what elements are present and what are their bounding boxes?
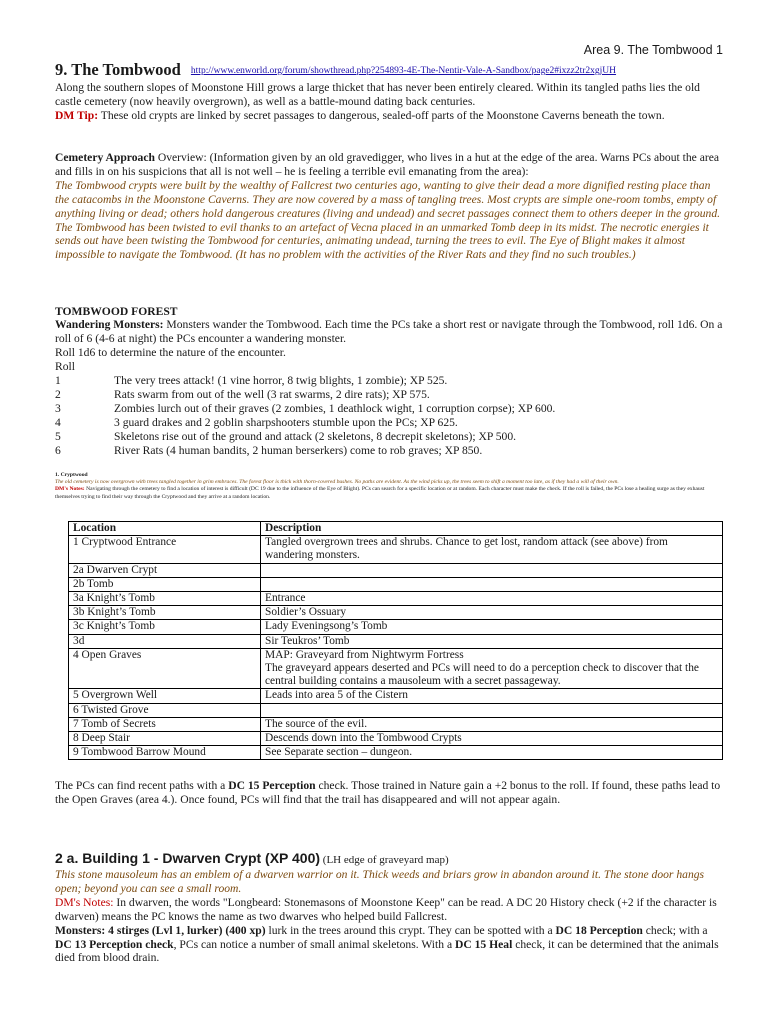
roll-result: The very trees attack! (1 vine horror, 8 twig blights, 1 zombie); XP 525. — [114, 374, 448, 387]
description-cell: Soldier’s Ossuary — [261, 606, 723, 620]
paths-dc: DC 15 Perception — [228, 779, 316, 792]
cryptwood-small-text — [55, 472, 723, 501]
page-header: Area 9. The Tombwood 1 — [583, 43, 723, 57]
monsters-dc-2: DC 13 Perception check — [55, 937, 174, 951]
table-row — [69, 703, 723, 717]
location-cell: 6 Twisted Grove — [69, 703, 261, 717]
description-cell — [261, 703, 723, 717]
description-cell: The source of the evil. — [261, 717, 723, 731]
forest-heading: TOMBWOOD FOREST — [55, 305, 178, 318]
roll-header: Roll — [55, 359, 75, 373]
description-cell: See Separate section – dungeon. — [261, 746, 723, 760]
location-cell: 1 Cryptwood Entrance — [69, 536, 261, 563]
roll-result: River Rats (4 human bandits, 2 human berserkers) come to rob graves; XP 850. — [114, 443, 483, 457]
dm-tip-label: DM Tip: — [55, 108, 99, 122]
source-link[interactable]: http://www.enworld.org/forum/showthread.php?254893-4E-The-Nentir-Vale-A-Sandbox/page2#ixzz2tr2xgjUH — [190, 66, 617, 76]
table-row — [69, 536, 723, 563]
monsters-text-4: check, it can be determined that the animals died from blood drain. — [55, 937, 719, 965]
location-cell: 7 Tomb of Secrets — [69, 717, 261, 731]
roll-number: 3 — [55, 401, 61, 415]
section-2a-body — [55, 868, 723, 965]
dm-tip-text: These old crypts are linked by secret passages to dangerous, sealed-off parts of the Moonstone Caverns beneath the town. — [98, 108, 665, 122]
table-row — [69, 606, 723, 620]
approach-read-aloud-2: The Tombwood has been twisted to evil thanks to an artefact of Vecna placed in an unmarked Tomb deep in its midst. The necrotic energies it sends out have been twisting the Tombwood for centuries, animating undead, turning the trees to evil. The Eye of Blight makes it almost impossible to navigate the Tombwood. (It has no problem with the activities of the River Rats and they find no such troubles.) — [55, 220, 709, 262]
roll-number: 2 — [55, 387, 61, 401]
location-cell: 4 Open Graves — [69, 648, 261, 689]
table-row — [69, 634, 723, 648]
roll-instruction: Roll 1d6 to determine the nature of the encounter. — [55, 345, 286, 359]
section-2a-heading — [55, 850, 449, 866]
table-header-row — [69, 522, 723, 536]
wandering-text: Monsters wander the Tombwood. Each time the PCs take a short rest or navigate through the Tombwood, roll 1d6. On a roll of 6 (4-6 at night) the PCs encounter a wandering monster. — [55, 318, 723, 345]
table-row — [69, 563, 723, 577]
table-row — [69, 648, 723, 689]
roll-row — [55, 388, 723, 402]
monsters-dc-3: DC 15 Heal — [454, 937, 513, 951]
table-row — [69, 592, 723, 606]
description-cell: Sir Teukros’ Tomb — [261, 634, 723, 648]
wandering-label: Wandering Monsters: — [55, 318, 164, 331]
location-cell: 3b Knight’s Tomb — [69, 606, 261, 620]
roll-result: 3 guard drakes and 2 goblin sharpshooters stumble upon the PCs; XP 625. — [114, 415, 458, 429]
section-2a-dm-label: DM's Notes: — [55, 895, 114, 909]
roll-result: Rats swarm from out of the well (3 rat swarms, 2 dire rats); XP 575. — [114, 387, 430, 401]
description-cell: Tangled overgrown trees and shrubs. Chance to get lost, random attack (see above) from wandering monsters. — [261, 536, 723, 563]
location-cell: 3d — [69, 634, 261, 648]
roll-number: 5 — [55, 429, 61, 443]
description-cell: Descends down into the Tombwood Crypts — [261, 732, 723, 746]
location-cell: 5 Overgrown Well — [69, 689, 261, 703]
location-cell: 8 Deep Stair — [69, 732, 261, 746]
description-cell — [261, 577, 723, 591]
roll-row — [55, 430, 723, 444]
intro-paragraph — [55, 81, 723, 123]
approach-label: Cemetery Approach — [55, 151, 155, 164]
description-cell: Lady Eveningsong’s Tomb — [261, 620, 723, 634]
table-row — [69, 620, 723, 634]
location-cell: 3c Knight’s Tomb — [69, 620, 261, 634]
description-cell: Leads into area 5 of the Cistern — [261, 689, 723, 703]
title-text: 9. The Tombwood — [55, 60, 181, 79]
paths-text-2: check. Those trained in Nature gain a +2 bonus to the roll. If found, these paths lead to the Open Graves (area 4.). Once found, PCs will find that the trail has disappeared and will not appear again. — [55, 779, 721, 806]
roll-row — [55, 402, 723, 416]
roll-result: Skeletons rise out of the ground and attack (2 skeletons, 8 decrepit skeletons); XP 500. — [114, 429, 517, 443]
description-cell: MAP: Graveyard from Nightwyrm Fortress The graveyard appears deserted and PCs will need to do a perception check to discover that the central building contains a mausoleum with a secret passageway. — [261, 648, 723, 689]
location-cell: 3a Knight’s Tomb — [69, 592, 261, 606]
monsters-text: lurk in the trees around this crypt. They can be spotted with a — [265, 923, 556, 937]
roll-number: 1 — [55, 374, 61, 387]
table-row — [69, 732, 723, 746]
paths-paragraph — [55, 779, 723, 807]
table-row — [69, 689, 723, 703]
monsters-label: Monsters — [55, 923, 102, 937]
location-cell: 2b Tomb — [69, 577, 261, 591]
description-cell — [261, 563, 723, 577]
roll-number: 6 — [55, 443, 61, 457]
section-2a-read-aloud: This stone mausoleum has an emblem of a dwarven warrior on it. Thick weeds and briars grow in abandon around it. The stone door hangs open; beyond you can see a small room. — [55, 868, 705, 895]
paths-text: The PCs can find recent paths with a — [55, 779, 229, 792]
roll-row — [55, 416, 723, 430]
roll-table — [55, 374, 723, 457]
monsters-dc-1: DC 18 Perception — [555, 923, 643, 937]
cryptwood-dm-notes: Navigating through the cemetery to find a location of interest is difficult (DC 19 due to the influence of the Eye of Blight). PCs can search for a specific location or at random. Each character must make the check. If the roll is failed, the PCs lose a healing surge as they exhaust themselves trying to find their way through the Cryptwood and they arrive at a random location. — [55, 486, 705, 500]
approach-paragraph — [55, 151, 723, 262]
location-cell: 9 Tombwood Barrow Mound — [69, 746, 261, 760]
cryptwood-dm-label: DM's Notes: — [55, 486, 85, 493]
roll-row — [55, 374, 723, 388]
section-2a-note: (LH edge of graveyard map) — [320, 854, 449, 866]
column-header-description: Description — [261, 522, 723, 536]
cryptwood-read-aloud: The old cemetery is now overgrown with trees tangled together in grim embraces. The forest floor is thick with thorn-covered bushes. No paths are evident. As the wind picks up, the trees seem to shift a moment too late, as if they had a will of their own. — [55, 479, 619, 486]
monsters-text-2: check; with a — [642, 923, 708, 937]
table-row — [69, 717, 723, 731]
cryptwood-heading: 1. Cryptwood — [55, 472, 88, 478]
page-title — [55, 60, 616, 80]
table-row — [69, 577, 723, 591]
roll-row — [55, 444, 723, 458]
monsters-text-3: , PCs can notice a number of small animal skeletons. With a — [173, 937, 455, 951]
section-2a-title: 2 a. Building 1 - Dwarven Crypt (XP 400) — [55, 850, 321, 866]
monsters-summary: : 4 stirges (Lvl 1, lurker) (400 xp) — [101, 923, 266, 937]
approach-read-aloud-1: The Tombwood crypts were built by the wealthy of Fallcrest two centuries ago, wanting to give their dead a more dignified resting place than the catacombs in the Moonstone Caverns. They are now covered by a mass of tangling trees. Most crypts are simple one-room tombs, empty of anything living or dead; others hold dangerous creatures (living and undead) and secret passages connect them to others deeper in the ground. — [55, 178, 721, 220]
column-header-location: Location — [69, 522, 261, 536]
roll-result: Zombies lurch out of their graves (2 zombies, 1 deathlock wight, 1 corruption corpse); XP 600. — [114, 401, 556, 415]
section-2a-dm-notes: In dwarven, the words "Longbeard: Stonemasons of Moonstone Keep" can be read. A DC 20 History check (+2 if the character is dwarven) means the PC knows the name as two dwarves who helped build Fallcrest. — [55, 895, 717, 923]
location-cell: 2a Dwarven Crypt — [69, 563, 261, 577]
intro-text: Along the southern slopes of Moonstone Hill grows a large thicket that has never been entirely cleared. Within its tangled paths lies the old castle cemetery (now heavily overgrown), as well as a battle-mound dating back centuries. — [55, 81, 700, 108]
roll-number: 4 — [55, 415, 61, 429]
approach-text: Overview: (Information given by an old gravedigger, who lives in a hut at the edge of the area. Warns PCs about the area and fills in on his suspicions that all is not well – he is feeling a terrible evil emanating from the area): — [55, 151, 719, 178]
description-cell: Entrance — [261, 592, 723, 606]
wandering-paragraph — [55, 318, 723, 374]
table-row — [69, 746, 723, 760]
locations-table — [68, 521, 723, 760]
